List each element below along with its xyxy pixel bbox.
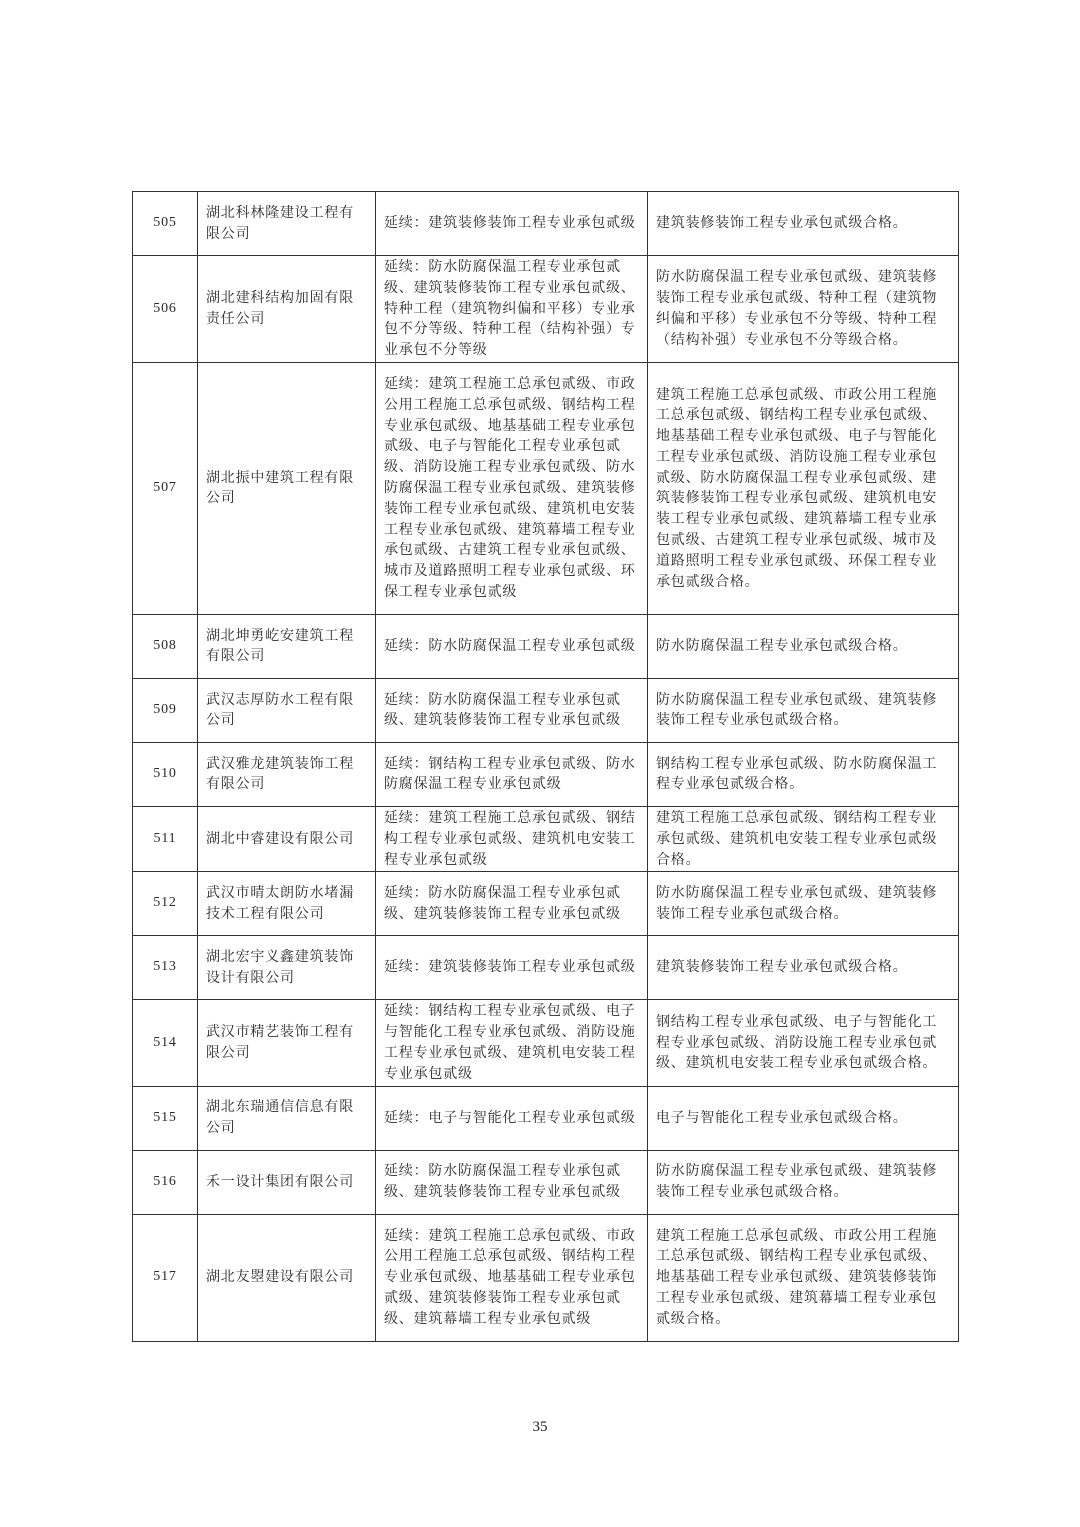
company-name: 禾一设计集团有限公司 bbox=[198, 1150, 376, 1214]
application-content: 延续：建筑工程施工总承包贰级、市政公用工程施工总承包贰级、钢结构工程专业承包贰级、地基基础工程专业承包贰级、电子与智能化工程专业承包贰级、消防设施工程专业承包贰级、防水防腐保温工程专业承包贰级、建筑装修装饰工程专业承包贰级、建筑机电安装工程专业承包贰级、建筑幕墙工程专业承包贰级、古建筑工程专业承包贰级、城市及道路照明工程专业承包贰级、环保工程专业承包贰级 bbox=[376, 362, 648, 614]
application-content: 延续：建筑工程施工总承包贰级、钢结构工程专业承包贰级、建筑机电安装工程专业承包贰级 bbox=[376, 806, 648, 871]
table-row bbox=[133, 678, 959, 742]
review-result: 建筑工程施工总承包贰级、钢结构工程专业承包贰级、建筑机电安装工程专业承包贰级合格。 bbox=[648, 806, 959, 871]
table-row bbox=[133, 742, 959, 806]
company-name: 武汉市精艺装饰工程有限公司 bbox=[198, 1000, 376, 1086]
row-number: 511 bbox=[133, 806, 198, 871]
company-name: 武汉雅龙建筑装饰工程有限公司 bbox=[198, 742, 376, 806]
table-row bbox=[133, 192, 959, 256]
application-content: 延续：防水防腐保温工程专业承包贰级、建筑装修装饰工程专业承包贰级 bbox=[376, 872, 648, 936]
company-name: 武汉市晴太朗防水堵漏技术工程有限公司 bbox=[198, 872, 376, 936]
row-number: 510 bbox=[133, 742, 198, 806]
application-content: 延续：电子与智能化工程专业承包贰级 bbox=[376, 1086, 648, 1150]
row-number: 513 bbox=[133, 936, 198, 1000]
application-content: 延续：建筑装修装饰工程专业承包贰级 bbox=[376, 192, 648, 256]
review-result: 建筑装修装饰工程专业承包贰级合格。 bbox=[648, 936, 959, 1000]
table-row bbox=[133, 872, 959, 936]
review-result: 建筑工程施工总承包贰级、市政公用工程施工总承包贰级、钢结构工程专业承包贰级、地基基础工程专业承包贰级、电子与智能化工程专业承包贰级、消防设施工程专业承包贰级、防水防腐保温工程专业承包贰级、建筑装修装饰工程专业承包贰级、建筑机电安装工程专业承包贰级、建筑幕墙工程专业承包贰级、古建筑工程专业承包贰级、城市及道路照明工程专业承包贰级、环保工程专业承包贰级合格。 bbox=[648, 362, 959, 614]
table-row bbox=[133, 806, 959, 871]
table-row bbox=[133, 1000, 959, 1086]
company-name: 湖北友曌建设有限公司 bbox=[198, 1214, 376, 1341]
table-row bbox=[133, 362, 959, 614]
review-result: 建筑装修装饰工程专业承包贰级合格。 bbox=[648, 192, 959, 256]
application-content: 延续：钢结构工程专业承包贰级、防水防腐保温工程专业承包贰级 bbox=[376, 742, 648, 806]
qualification-table bbox=[132, 191, 959, 1342]
row-number: 506 bbox=[133, 256, 198, 363]
review-result: 防水防腐保温工程专业承包贰级、建筑装修装饰工程专业承包贰级、特种工程（建筑物纠偏和平移）专业承包不分等级、特种工程（结构补强）专业承包不分等级合格。 bbox=[648, 256, 959, 363]
review-result: 电子与智能化工程专业承包贰级合格。 bbox=[648, 1086, 959, 1150]
application-content: 延续：防水防腐保温工程专业承包贰级、建筑装修装饰工程专业承包贰级 bbox=[376, 1150, 648, 1214]
review-result: 钢结构工程专业承包贰级、电子与智能化工程专业承包贰级、消防设施工程专业承包贰级、建筑机电安装工程专业承包贰级合格。 bbox=[648, 1000, 959, 1086]
review-result: 钢结构工程专业承包贰级、防水防腐保温工程专业承包贰级合格。 bbox=[648, 742, 959, 806]
application-content: 延续：建筑装修装饰工程专业承包贰级 bbox=[376, 936, 648, 1000]
review-result: 防水防腐保温工程专业承包贰级、建筑装修装饰工程专业承包贰级合格。 bbox=[648, 1150, 959, 1214]
row-number: 507 bbox=[133, 362, 198, 614]
company-name: 湖北振中建筑工程有限公司 bbox=[198, 362, 376, 614]
row-number: 505 bbox=[133, 192, 198, 256]
application-content: 延续：防水防腐保温工程专业承包贰级、建筑装修装饰工程专业承包贰级 bbox=[376, 678, 648, 742]
application-content: 延续：防水防腐保温工程专业承包贰级、建筑装修装饰工程专业承包贰级、特种工程（建筑物纠偏和平移）专业承包不分等级、特种工程（结构补强）专业承包不分等级 bbox=[376, 256, 648, 363]
table-row bbox=[133, 1214, 959, 1341]
row-number: 512 bbox=[133, 872, 198, 936]
row-number: 517 bbox=[133, 1214, 198, 1341]
review-result: 防水防腐保温工程专业承包贰级、建筑装修装饰工程专业承包贰级合格。 bbox=[648, 678, 959, 742]
page-number: 35 bbox=[532, 1419, 548, 1435]
row-number: 516 bbox=[133, 1150, 198, 1214]
application-content: 延续：防水防腐保温工程专业承包贰级 bbox=[376, 614, 648, 678]
company-name: 武汉志厚防水工程有限公司 bbox=[198, 678, 376, 742]
company-name: 湖北坤勇屹安建筑工程有限公司 bbox=[198, 614, 376, 678]
table-row bbox=[133, 936, 959, 1000]
row-number: 514 bbox=[133, 1000, 198, 1086]
company-name: 湖北建科结构加固有限责任公司 bbox=[198, 256, 376, 363]
row-number: 515 bbox=[133, 1086, 198, 1150]
table-row bbox=[133, 1150, 959, 1214]
table-row bbox=[133, 256, 959, 363]
table-row bbox=[133, 614, 959, 678]
row-number: 509 bbox=[133, 678, 198, 742]
table-row bbox=[133, 1086, 959, 1150]
application-content: 延续：建筑工程施工总承包贰级、市政公用工程施工总承包贰级、钢结构工程专业承包贰级、地基基础工程专业承包贰级、建筑装修装饰工程专业承包贰级、建筑幕墙工程专业承包贰级 bbox=[376, 1214, 648, 1341]
company-name: 湖北宏宇义鑫建筑装饰设计有限公司 bbox=[198, 936, 376, 1000]
review-result: 建筑工程施工总承包贰级、市政公用工程施工总承包贰级、钢结构工程专业承包贰级、地基基础工程专业承包贰级、建筑装修装饰工程专业承包贰级、建筑幕墙工程专业承包贰级合格。 bbox=[648, 1214, 959, 1341]
row-number: 508 bbox=[133, 614, 198, 678]
company-name: 湖北科林隆建设工程有限公司 bbox=[198, 192, 376, 256]
review-result: 防水防腐保温工程专业承包贰级、建筑装修装饰工程专业承包贰级合格。 bbox=[648, 872, 959, 936]
company-name: 湖北中睿建设有限公司 bbox=[198, 806, 376, 871]
application-content: 延续：钢结构工程专业承包贰级、电子与智能化工程专业承包贰级、消防设施工程专业承包贰级、建筑机电安装工程专业承包贰级 bbox=[376, 1000, 648, 1086]
company-name: 湖北东瑞通信信息有限公司 bbox=[198, 1086, 376, 1150]
review-result: 防水防腐保温工程专业承包贰级合格。 bbox=[648, 614, 959, 678]
